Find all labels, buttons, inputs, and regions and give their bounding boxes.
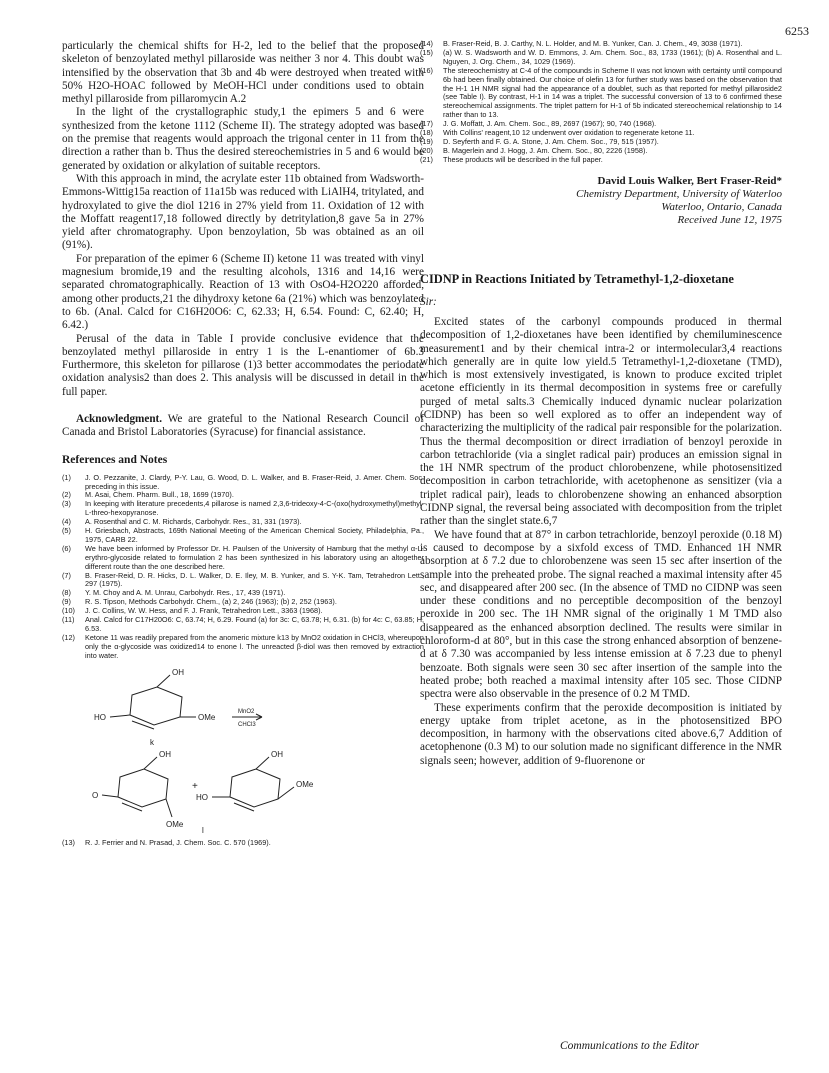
authors: David Louis Walker, Bert Fraser-Reid* [597, 174, 782, 187]
bond-k-double [132, 721, 154, 729]
reference-number: (9) [62, 597, 71, 607]
references-list-left [62, 474, 424, 661]
bond-l-ome [166, 799, 172, 817]
affiliation-line-2: Waterloo, Ontario, Canada [661, 201, 782, 214]
reference-text: These products will be described in the full paper. [443, 154, 603, 164]
references-heading: References and Notes [62, 453, 168, 466]
reference-text: J. O. Pezzanite, J. Clardy, P-Y. Lau, G. Wood, D. L. Walker, and B. Fraser-Reid, J. Amer. Chem. Soc. preceding in this issue. [85, 472, 424, 491]
page-number: 6253 [785, 24, 809, 38]
paragraph-right-3: These experiments confirm that the peroxide decomposition is initiated by energy uptake from triplet acetone, as in the photosensitized BPO decomposition, in harmony with the observations cited above.6,7 Addition of acetophenone (0.3 M) to our solution made no significant difference in the NMR signals seen; however, addition of 9-fluorenone or [420, 701, 782, 767]
reference-number: (6) [62, 543, 71, 553]
reference-number: (3) [62, 499, 71, 509]
label-l2-oh: OH [271, 749, 283, 759]
reference-item [420, 67, 782, 120]
bond-l2-double [234, 803, 254, 811]
reference-text: B. Fraser-Reid, B. J. Carthy, N. L. Holder, and M. B. Yunker, Can. J. Chem., 49, 3038 (1971). [443, 39, 743, 48]
reference-number: (15) [420, 47, 433, 57]
bond-l-carbonyl [102, 795, 118, 797]
reference-item [62, 500, 424, 518]
reference-number: (18) [420, 128, 433, 138]
reference-text: J. G. Moffatt, J. Am. Chem. Soc., 89, 2697 (1967); 90, 740 (1968). [443, 119, 657, 129]
left-column [62, 40, 424, 848]
paragraph-left-3: With this approach in mind, the acrylate ester 11b obtained from Wadsworth-Emmons-Wittig15a reaction of 11a15b was reduced with LiAlH4, tritylated, and hydroxylated to give the diol 1216 in 27% yield from 11. Oxidation of 12 with the Moffatt reagent17,18 followed directly by detritylation,8 gave 5a in 27% yield after chromatography. Upon benzoylation, 5b was obtained as an oil (91%). [62, 172, 424, 252]
references-list-right [420, 40, 782, 165]
reference-number: (21) [420, 154, 433, 164]
article-title: CIDNP in Reactions Initiated by Tetramethyl-1,2-dioxetane [420, 271, 734, 286]
paragraph-left-4: For preparation of the epimer 6 (Scheme II) ketone 11 was treated with vinyl magnesium bromide,19 and the resulting alcohols, 1316 and 14,16 were separated chromatographically. Reaction of 13 with OsO4-H2O220 afforded, among other products,21 the dihydroxy ketone 6a (21%) which was benzoylated to 6b. (Anal. Calcd for C16H20O6: C, 62.33; H, 6.54. Found: C, 62.40; H, 6.42.) [62, 252, 424, 332]
scheme-structures [62, 665, 392, 835]
label-l-ome: OMe [166, 819, 184, 829]
reference-number: (5) [62, 526, 71, 536]
received-date: Received June 12, 1975 [677, 214, 782, 227]
reference-text: (a) W. S. Wadsworth and W. D. Emmons, J. Am. Chem. Soc., 83, 1733 (1961); (b) A. Rosenthal and L. Nguyen, J. Org. Chem., 34, 1029 (1969). [443, 47, 782, 66]
ring-k [130, 687, 182, 725]
paragraph-right-1: Excited states of the carbonyl compounds produced in thermal decomposition of 1,2-dioxetanes have been identified by chemiluminescence measurement1 and by their chemical intra-2 or intermolecular3,4 reactions which generally are in quite low yield.5 Tetramethyl-1,2-dioxetane (TMD), which is most extensively investigated, is known to produce excited triplet acetone efficiently in its thermal decomposition in systems free or carefully purged of metal salts.3 Chemically induced dynamic nuclear polarization (CIDNP) has been so well explored as to offer an independent way of characterizing the multiplicity of the radical pair responsible for the polarization. Thus the thermal decomposition or direct irradiation of benzoyl peroxide in carbon tetrachloride (via a singlet radical pair) produces an emission signal in the 1H NMR spectrum of the product chlorobenzene, while photosensitized decomposition in carbon tetrachloride, with acetophenone as sensitizer (via a triplet radical pair), leads to chlorobenzene showing an enhanced absorption CIDNP signal, the reversal being associated with decomposition from the triplet rather than the singlet state.6,7 [420, 315, 782, 528]
reference-number: (1) [62, 472, 71, 482]
reference-13 [62, 839, 424, 848]
label-compound-k: k [150, 737, 154, 747]
bond-k-ch2oh [157, 675, 170, 687]
reference-text: J. C. Collins, W. W. Hess, and F. J. Frank, Tetrahedron Lett., 3363 (1968). [85, 606, 323, 616]
reference-item [62, 527, 424, 545]
bond-l-ch2oh [144, 757, 157, 769]
paragraph-right-2: We have found that at 87° in carbon tetrachloride, benzoyl peroxide (0.18 M) is caused to decompose by a sixfold excess of TMD. Enhanced 1H NMR absorption at δ 7.2 due to chlorobenzene was seen 15 sec after insertion of the sample into the preheated probe. The signal reached a maximal intensity after 45 sec, and disappeared after 200 sec. (In the absence of TMD no CIDNP was seen under these conditions and no perceptible decomposition of the benzoyl peroxide in 200 sec. The 1H NMR signal of the originally 1 M TMD also disappeared as the enhanced absorption declined. The results were similar in chloroform-d at 80°, but in this case the strong enhanced absorption of benzene-d at δ 7.30 was accompanied by less intense emission at δ 7.23 due to phenyl benzoate. Both signals were seen 30 sec after insertion of the sample into the heated probe; both reached a maximal intensity after 105 sec. Those CIDNP spectra were also observable in the presence of 0.2 M TMD. [420, 528, 782, 701]
affiliation-line-1: Chemistry Department, University of Waterloo [576, 187, 782, 200]
reference-text: D. Seyferth and F. G. A. Stone, J. Am. Chem. Soc., 79, 515 (1957). [443, 136, 659, 146]
reference-text: R. J. Ferrier and N. Prasad, J. Chem. Soc. C. 570 (1969). [85, 837, 271, 847]
reference-text: Ketone 11 was readily prepared from the anomeric mixture k13 by MnO2 oxidation in CHCl3, whereupon only the α-glycoside was oxidized14 to enone l. The unreacted β-diol was then removed by extraction into water. [85, 632, 424, 660]
reference-number: (19) [420, 136, 433, 146]
label-plus: + [192, 780, 198, 792]
reference-text: In keeping with literature precedents,4 pillarose is named 2,3,6-trideoxy-4-C-(oxo(hydroxymethyl)methyl-L-threo-hexopyranose. [85, 499, 424, 518]
reference-item [420, 156, 782, 165]
label-l-o: O [92, 790, 99, 800]
reference-number: (10) [62, 606, 75, 616]
journal-section-footer: Communications to the Editor [560, 1040, 699, 1052]
right-column [420, 40, 782, 768]
reference-text: We have been informed by Professor Dr. H. Paulsen of the University of Hamburg that the methyl α-L-erythro-glycoside related to formulation 2 has been synthesized in his laboratory using an altogether different route than the one described here. [85, 543, 424, 571]
reference-number: (8) [62, 588, 71, 598]
label-compound-l: l [202, 825, 204, 835]
reference-number: (2) [62, 490, 71, 500]
label-k-ho: HO [94, 712, 106, 722]
reference-text: With Collins' reagent,10 12 underwent over oxidation to regenerate ketone 11. [443, 128, 695, 138]
reference-number: (14) [420, 39, 433, 48]
reference-number: (20) [420, 145, 433, 155]
label-k-ome: OMe [198, 712, 216, 722]
reference-item [62, 545, 424, 572]
label-reagent-top: MnO2 [238, 708, 255, 715]
label-l-oh: OH [159, 749, 171, 759]
label-l2-ome: OMe [296, 779, 314, 789]
chemical-scheme [62, 665, 424, 835]
label-l2-ho: HO [196, 792, 208, 802]
author-block [420, 175, 782, 228]
label-k-oh: OH [172, 667, 184, 677]
label-reagent-bottom: CHCl3 [238, 721, 256, 728]
reference-number: (4) [62, 517, 71, 527]
reference-item [62, 474, 424, 492]
salutation: Sir: [420, 295, 437, 308]
reference-text: Anal. Calcd for C17H20O6: C, 63.74; H, 6.29. Found (a) for 3c: C, 63.78; H, 6.31. (b) for 4c: C, 63.85; H, 6.53. [85, 615, 424, 634]
reference-text: A. Rosenthal and C. M. Richards, Carbohydr. Res., 31, 331 (1973). [85, 517, 302, 527]
reference-number: (7) [62, 570, 71, 580]
reference-item [62, 839, 424, 848]
paragraph-left-5: Perusal of the data in Table I provide conclusive evidence that the benzoylated methyl pillaroside in entry 1 is the L-enantiomer of 6b.3 Furthermore, this skeleton for pillarose (1)3 better accommodates the periodate oxidation analysis2 than does 2. This analysis will be discussed in detail in the full paper. [62, 332, 424, 398]
reference-number: (16) [420, 65, 433, 75]
reference-text: R. S. Tipson, Methods Carbohydr. Chem., (a) 2, 246 (1963); (b) 2, 252 (1963). [85, 597, 337, 607]
reference-item [62, 634, 424, 661]
reference-text: B. Fraser-Reid, D. R. Hicks, D. L. Walker, D. E. Iley, M. B. Yunker, and S. Y-K. Tam, Tetrahedron Lett., 297 (1975). [85, 570, 424, 589]
reference-number: (11) [62, 615, 75, 625]
reference-text: B. Magerlein and J. Hogg, J. Am. Chem. Soc., 80, 2226 (1958). [443, 145, 648, 155]
bond-l2-ch2oh [256, 757, 269, 769]
reference-item [62, 572, 424, 590]
reference-number: (13) [62, 837, 75, 847]
reference-text: Y. M. Choy and A. M. Unrau, Carbohydr. Res., 17, 439 (1971). [85, 588, 286, 598]
bond-k-ho [110, 715, 130, 717]
ring-l-diol [230, 769, 280, 807]
reference-text: H. Griesbach, Abstracts, 169th National Meeting of the American Chemical Society, Philadelphia, Pa., 1975, CARB 22. [85, 526, 424, 544]
bond-l-double [122, 803, 142, 811]
paragraph-left-1: particularly the chemical shifts for H-2, led to the belief that the proposed skeleton of benzoylated methyl pillaroside was neither 3 nor 4. This doubt was intensified by the observation that 3b and 4b were destroyed when treated with 50% H2O-HOAC followed by MeOH-HCl under conditions used to obtain methyl pillaroside from pillaromycin A.2 [62, 40, 424, 106]
acknowledgment-label: Acknowledgment. [76, 413, 163, 426]
paragraph-left-2: In the light of the crystallographic study,1 the epimers 5 and 6 were synthesized from the ketone 1112 (Scheme II). The strategy adopted was based on the premise that reagents would approach the trigonal center in 11 from the direction a rather than b. Thus the desired stereochemistries in 5 and 6 would be generated by oxidation or alkylation of suitable receptors. [62, 106, 424, 172]
reference-number: (12) [62, 632, 75, 642]
reference-text: The stereochemistry at C-4 of the compounds in Scheme II was not known with certainty until compound 6b had been finally obtained. Our choice of olefin 13 for further study was based on the observation that the H-1 1H NMR signal had the appearance of a doublet, such as that reported for methyl pillaroside2 (see Table I). By contrast, H-1 in 14 was a triplet. The successful conversion of 13 to 6 confirmed these stereochemical assignments. The triplet pattern for H-1 of 5b indicated stereochemical relationship to 14 rather than to 13. [443, 65, 782, 120]
reference-text: M. Asai, Chem. Pharm. Bull., 18, 1699 (1970). [85, 490, 234, 500]
reference-item [420, 49, 782, 67]
bond-l2-ome [278, 787, 294, 799]
acknowledgment-text: We are grateful to the National Research Council of Canada and Bristol Laboratories (Syracuse) for financial assistance. [62, 413, 424, 439]
acknowledgment [62, 413, 424, 440]
ring-l-enone [118, 769, 168, 807]
reference-number: (17) [420, 119, 433, 129]
reference-item [62, 616, 424, 634]
